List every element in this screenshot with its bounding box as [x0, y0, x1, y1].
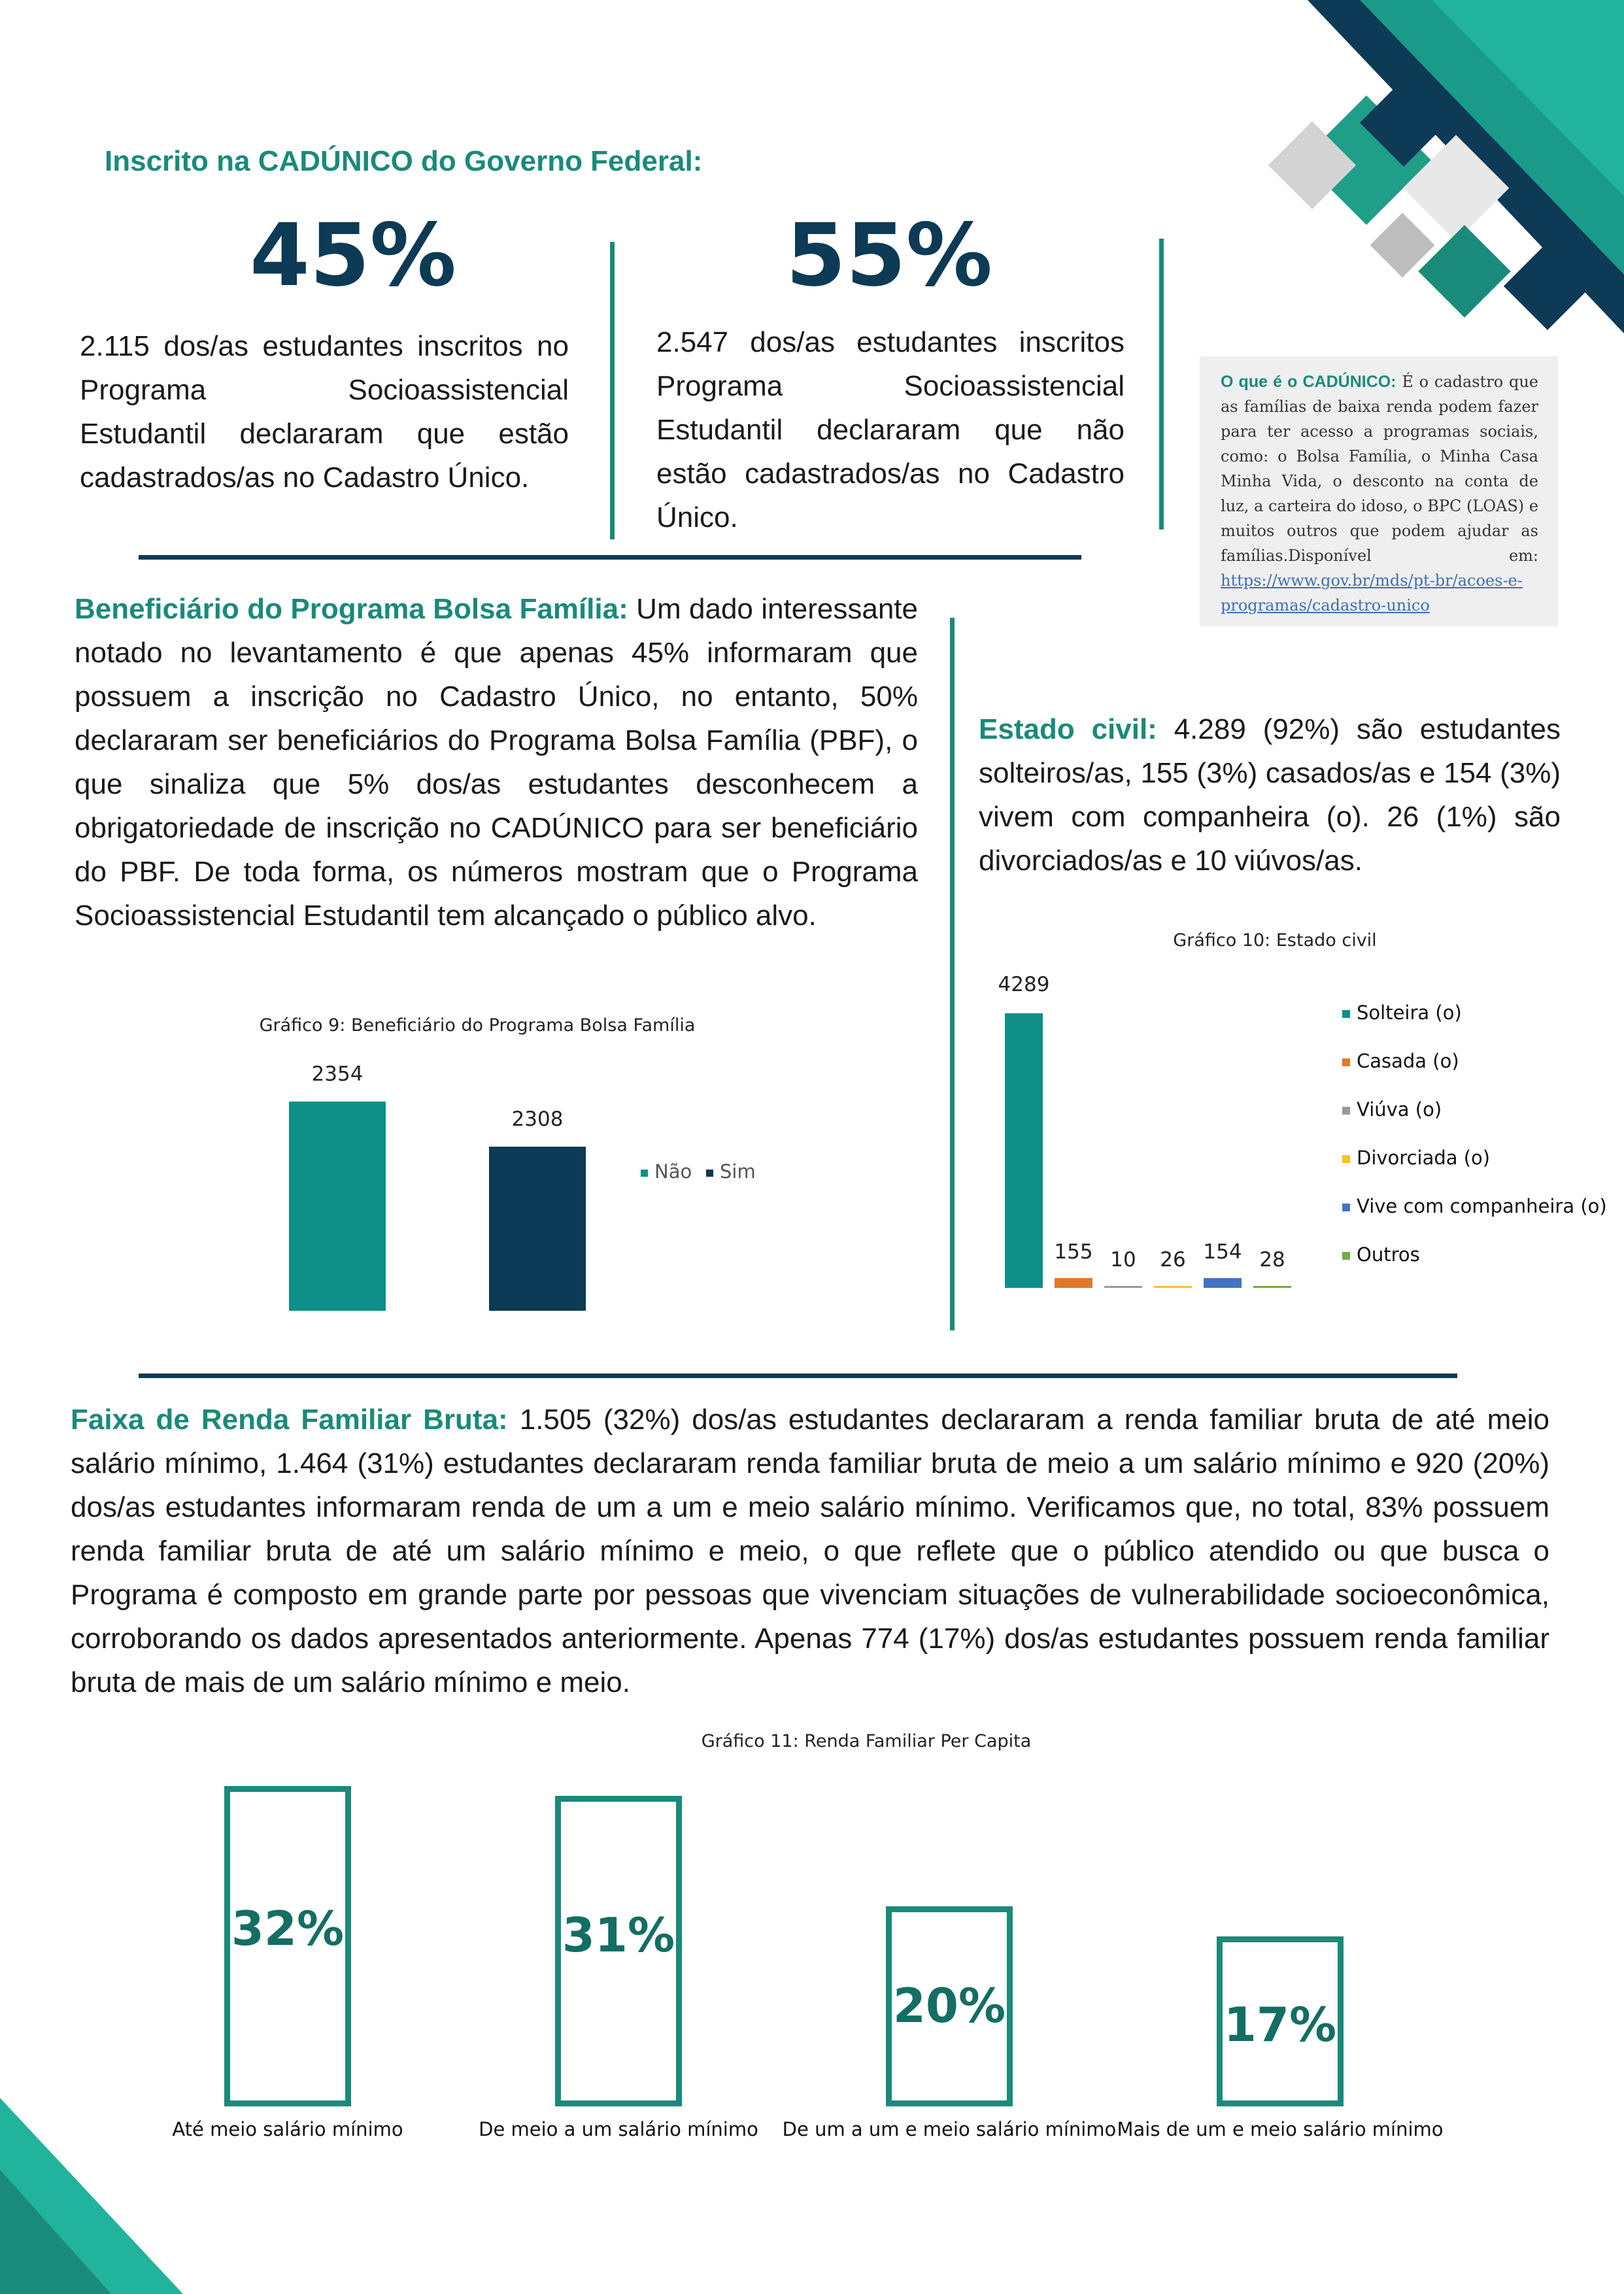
chart10-bar: [1204, 1278, 1242, 1288]
cadunico-right-text: 2.547 dos/as estudantes inscritos Programa Socioassistencial Estudantil declararam que não estão cadastrados/as no Cadastro Único.: [656, 326, 1125, 533]
chart11-data-label: 17%: [1223, 1997, 1337, 2053]
legend-swatch: [1342, 1107, 1350, 1115]
renda-text: 1.505 (32%) dos/as estudantes declararam a renda familiar bruta de até meio salário mínimo, 1.464 (31%) estudantes declararam renda familiar bruta de meio a um salário mínimo e 920 (20%) dos/as estudantes informaram renda de um a um e meio salário mínimo. Verificamos que, no total, 83% possuem renda familiar bruta de até um salário mínimo e meio, o que reflete que o público atendido ou que busca o Programa é composto em grande parte por pessoas que vivenciam situações de vulnerabilidade socioeconômica, corroborando os dados apresentados anteriormente. Apenas 774 (17%) dos/as estudantes possuem renda familiar bruta de mais de um salário mínimo e meio.: [71, 1404, 1549, 1698]
chart11-data-label: 31%: [562, 1908, 675, 1963]
cadunico-left-text: 2.115 dos/as estudantes inscritos no Programa Socioassistencial Estudantil declararam que estão cadastrados/as no Cadastro Único.: [80, 330, 569, 494]
chart10-data-label: 26: [1160, 1248, 1186, 1272]
legend-swatch: [1342, 1155, 1350, 1163]
cadunico-right-percent: 55%: [786, 205, 992, 306]
info-box-text: É o cadastro que as famílias de baixa renda podem fazer para ter acesso a programas sociais, como: o Bolsa Família, o Minha Casa Minha Vida, o desconto na conta de luz, a carteira do idoso, o BPC (LOAS) e muitos outros que podem ajudar as famílias.Disponível em:: [1221, 373, 1538, 565]
legend-swatch: [1342, 1204, 1350, 1211]
chart10-data-label: 155: [1054, 1240, 1093, 1264]
legend-label: Solteira (o): [1357, 1002, 1462, 1024]
chart11-category-label: De um a um e meio salário mínimo: [782, 2118, 1117, 2140]
chart10-bar: [1104, 1286, 1142, 1288]
bolsa-familia-heading: Beneficiário do Programa Bolsa Família:: [75, 593, 628, 625]
chart10-legend-item: [1342, 1195, 1607, 1217]
legend-label: Casada (o): [1357, 1050, 1459, 1072]
chart11-data-label: 32%: [231, 1901, 345, 1957]
legend-swatch: [1342, 1252, 1350, 1260]
legend-swatch: [706, 1170, 713, 1177]
chart10-bar: [1253, 1286, 1291, 1288]
renda-heading: Faixa de Renda Familiar Bruta:: [71, 1404, 508, 1436]
chart9-legend-sim: [706, 1160, 756, 1183]
chart9-data-label: 2354: [311, 1062, 364, 1086]
chart10-data-label: 154: [1203, 1240, 1242, 1264]
chart11-title: Gráfico 11: Renda Familiar Per Capita: [701, 1731, 1032, 1751]
chart9-bar-sim: [489, 1147, 586, 1311]
divider-vertical-2: [1159, 239, 1164, 530]
chart11-data-label: 20%: [892, 1978, 1006, 2033]
legend-swatch: [1342, 1058, 1350, 1066]
chart10-legend-item: [1342, 1243, 1420, 1266]
chart10-bar: [1005, 1013, 1043, 1288]
legend-label: Vive com companheira (o): [1357, 1195, 1607, 1217]
chart10-legend-item: [1342, 1147, 1490, 1169]
chart11-category-label: Mais de um e meio salário mínimo: [1117, 2118, 1444, 2140]
chart10-legend-item: [1342, 1050, 1459, 1072]
chart10-bar: [1154, 1286, 1192, 1288]
chart10-data-label: 28: [1259, 1248, 1285, 1272]
chart10-bar: [1055, 1278, 1092, 1288]
legend-label: Viúva (o): [1357, 1098, 1442, 1121]
legend-swatch: [641, 1170, 648, 1177]
chart9-data-label: 2308: [511, 1107, 564, 1131]
chart10-data-label: 4289: [998, 973, 1050, 996]
legend-label: Divorciada (o): [1357, 1147, 1491, 1169]
chart9-bar-não: [289, 1102, 386, 1311]
chart10-legend-item: [1342, 1098, 1442, 1121]
chart10-title: Gráfico 10: Estado civil: [1173, 930, 1377, 951]
cadunico-info-box: [1200, 356, 1558, 626]
cadunico-title: Inscrito na CADÚNICO do Governo Federal:: [105, 145, 703, 177]
divider-vertical-3: [950, 618, 955, 1330]
divider-vertical-1: [610, 242, 615, 539]
info-box-link[interactable]: https://www.gov.br/mds/pt-br/acoes-e-programas/cadastro-unico: [1221, 571, 1523, 615]
legend-label: Sim: [720, 1160, 756, 1183]
chart9-legend-não: [641, 1160, 692, 1183]
chart10-legend-item: [1342, 1002, 1462, 1024]
chart9-title: Gráfico 9: Beneficiário do Programa Bolsa Família: [259, 1015, 696, 1036]
legend-swatch: [1342, 1010, 1350, 1018]
chart11-category-label: Até meio salário mínimo: [172, 2118, 403, 2140]
estado-civil-heading: Estado civil:: [979, 713, 1157, 745]
chart10-data-label: 10: [1110, 1248, 1136, 1272]
bolsa-familia-text: Um dado interessante notado no levantamento é que apenas 45% informaram que possuem a inscrição no Cadastro Único, no entanto, 50% declararam ser beneficiários do Programa Bolsa Família (PBF), o que sinaliza que 5% dos/as estudantes desconhecem a obrigatoriedade de inscrição no CADÚNICO para ser beneficiário do PBF. De toda forma, os números mostram que o Programa Socioassistencial Estudantil tem alcançado o público alvo.: [75, 593, 919, 932]
estado-civil-paragraph: [979, 707, 1561, 883]
legend-label: Outros: [1357, 1243, 1420, 1266]
bolsa-familia-paragraph: [75, 587, 918, 937]
corner-decoration-top-right: [1262, 0, 1624, 366]
estado-civil-text: 4.289 (92%) são estudantes solteiros/as, 155 (3%) casados/as e 154 (3%) vivem com companheira (o). 26 (1%) são divorciados/as e 10 viúvos/as.: [979, 713, 1561, 877]
info-box-title: O que é o CADÚNICO:: [1221, 373, 1396, 391]
divider-horizontal-2: [139, 1374, 1457, 1378]
divider-horizontal-1: [139, 555, 1081, 560]
chart11-category-label: De meio a um salário mínimo: [479, 2118, 758, 2140]
renda-paragraph: [71, 1398, 1549, 1704]
cadunico-left-percent: 45%: [250, 205, 456, 306]
legend-label: Não: [654, 1160, 692, 1183]
